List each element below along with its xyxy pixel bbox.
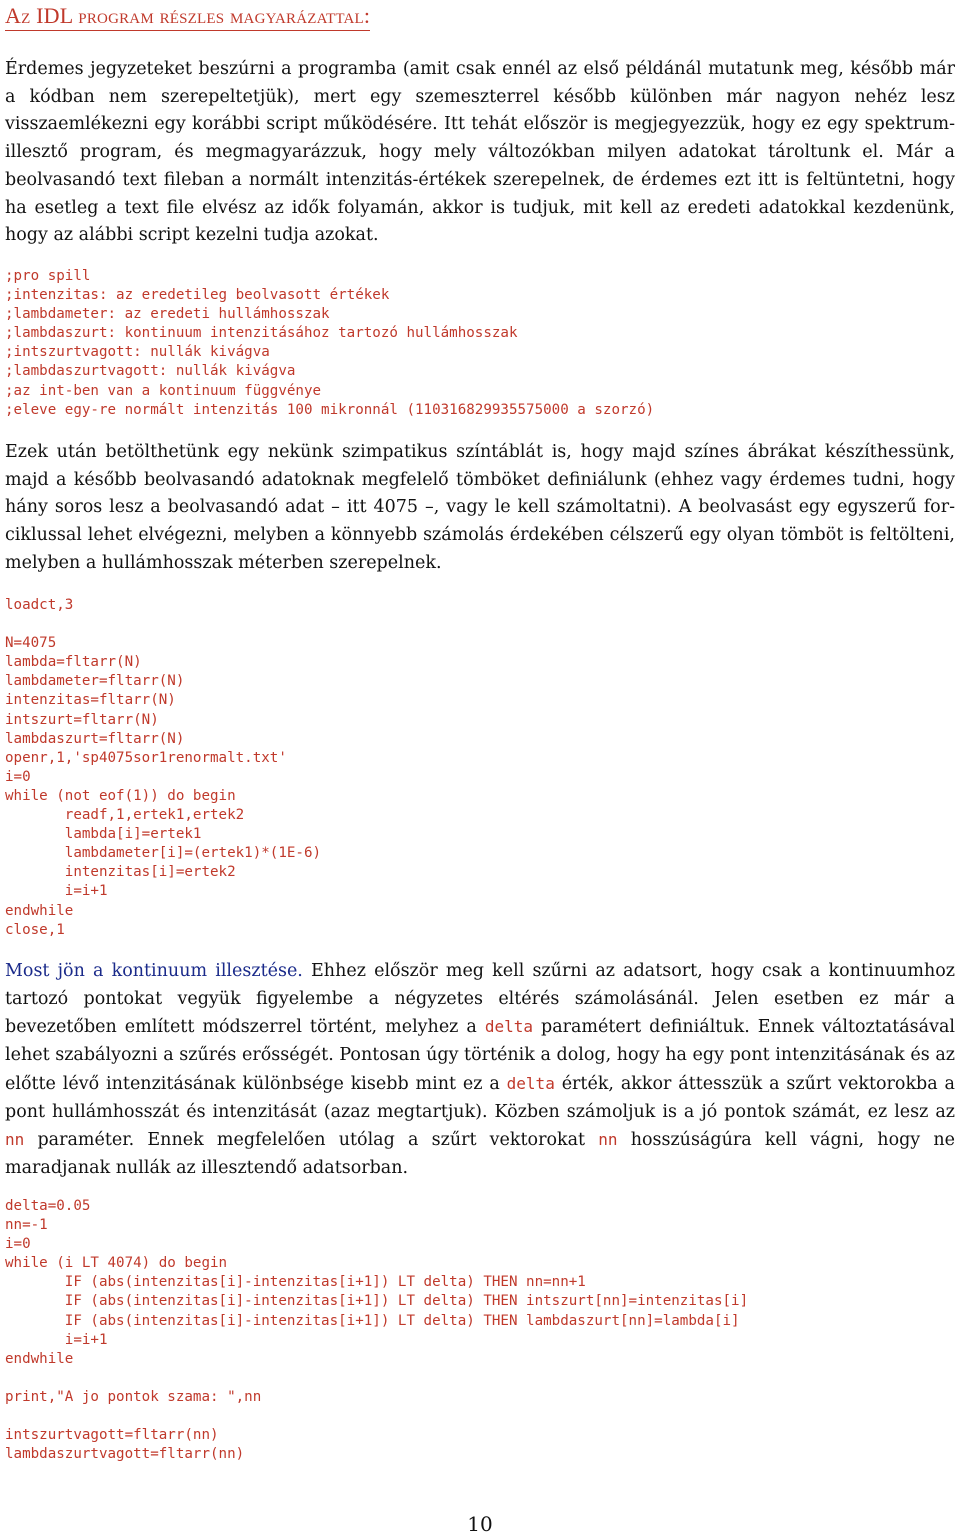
inline-code-nn: nn	[598, 1130, 618, 1150]
highlighted-sentence: Most jön a kontinuum illesztése.	[5, 961, 303, 981]
code-line: intszurtvagott=fltarr(nn)	[5, 1427, 219, 1444]
code-block-filter	[5, 1197, 748, 1464]
paragraph-text: Ehhez először meg kell szűrni az adatsort, hogy csak a kontinuumhoz tartozó pontokat vegyük figyelembe a négyzetes eltérés számolásánál. Jelen esetben ez már a bevezetőben említett módszerrel történt, melyhez a	[5, 961, 956, 1038]
code-line: lambdaszurt=fltarr(N)	[5, 730, 185, 747]
code-line: delta=0.05	[5, 1198, 91, 1214]
code-line	[5, 615, 321, 634]
code-line: endwhile	[5, 902, 74, 919]
code-block-comments	[5, 267, 654, 420]
paragraph-text: érték, akkor áttesszük a szűrt vektorokba a pont hullámhosszát és intenzitását (azaz megtartjuk). Közben számoljuk is a jó pontok számát, ez lesz az	[5, 1073, 955, 1122]
code-line: i=i+1	[5, 1331, 108, 1348]
code-line: lambdameter=fltarr(N)	[5, 673, 185, 690]
continuum-fit-paragraph	[5, 958, 955, 1183]
code-line: endwhile	[5, 1350, 74, 1367]
code-line	[5, 1407, 748, 1426]
code-line: i=0	[5, 1236, 31, 1253]
code-line: ;pro spill	[5, 268, 91, 284]
colortable-paragraph: Ezek után betölthetünk egy nekünk szimpatikus színtáblát is, hogy majd színes ábrákat készíthessünk, majd a később beolvasandó adatoknak megfelelő tömböket definiálunk (ehhez vagy érdemes tudni, hogy hány soros lesz a beolvasandó adat – itt 4075 –, vagy le kell számoltatni). A beolvasást egy egyszerű for-ciklussal lehet elvégezni, melyben a könnyebb számolás érdekében célszerű egy olyan tömböt is feltölteni, melyben a hullámhosszak méterben szerepelnek.	[5, 442, 955, 573]
code-line: ;lambdaszurtvagott: nullák kivágva	[5, 363, 296, 380]
inline-code-delta: delta	[506, 1073, 555, 1093]
code-line: lambda[i]=ertek1	[5, 826, 202, 843]
code-line: ;intszurtvagott: nullák kivágva	[5, 344, 270, 361]
code-line: openr,1,'sp4075sor1renormalt.txt'	[5, 749, 287, 766]
code-line: lambdameter[i]=(ertek1)*(1E-6)	[5, 845, 322, 862]
code-line: intenzitas=fltarr(N)	[5, 692, 176, 709]
code-line: while (i LT 4074) do begin	[5, 1255, 228, 1272]
code-line: ;lambdameter: az eredeti hullámhosszak	[5, 306, 330, 323]
code-line: lambdaszurtvagott=fltarr(nn)	[5, 1446, 245, 1463]
paragraph-text: paramétert definiáltuk. Ennek változtatásával lehet szabályozni a szűrés erősségét. Pontosan úgy történik a dolog, hogy ha egy pont intenzitásának és az előtte lévő intenzitásának különbsége kisebb mint ez a	[5, 1017, 955, 1094]
paragraph-text: paraméter. Ennek megfelelően utólag a szűrt vektorokat	[24, 1130, 599, 1151]
code-line: nn=-1	[5, 1217, 48, 1234]
page-number: 10	[467, 1512, 493, 1536]
code-line	[5, 1369, 748, 1388]
code-line: lambda=fltarr(N)	[5, 654, 142, 671]
code-line: while (not eof(1)) do begin	[5, 787, 236, 804]
code-line: ;eleve egy-re normált intenzitás 100 mikronnál (110316829935575000 a szorzó)	[5, 401, 655, 418]
code-line: N=4075	[5, 635, 57, 652]
intro-paragraph: Érdemes jegyzeteket beszúrni a programba (amit csak ennél az első példánál mutatunk meg, később már a kódban nem szerepeltetjük), mert egy szemeszterrel később különben már nagyon nehéz lesz visszaemlékezni egy korábbi script működésére. Itt tehát először is megjegyezzük, hogy ez egy spektrum-illesztő program, és megmagyarázzuk, hogy mely változókban milyen adatokat tároltunk el. Már a beolvasandó text fileban a normált intenzitás-értékek szerepelnek, de érdemes ezt itt is feltüntetni, hogy ha esetleg a text file elvész az idők folyamán, akkor is tudjuk, mit kell az eredeti adatokkal kezdenünk, hogy az alábbi script kezelni tudja azokat.	[5, 59, 955, 246]
code-line: ;lambdaszurt: kontinuum intenzitásához tartozó hullámhosszak	[5, 325, 518, 342]
paragraph-text: hosszúságúra kell vágni, hogy ne maradjanak nullák az illesztendő adatsorban.	[5, 1130, 955, 1178]
code-line: loadct,3	[5, 597, 74, 613]
code-line: intenzitas[i]=ertek2	[5, 864, 236, 881]
code-line: IF (abs(intenzitas[i]-intenzitas[i+1]) LT delta) THEN lambdaszurt[nn]=lambda[i]	[5, 1312, 740, 1329]
code-block-read-data	[5, 596, 321, 940]
code-line: close,1	[5, 921, 65, 938]
inline-code-nn: nn	[5, 1130, 25, 1150]
code-line: IF (abs(intenzitas[i]-intenzitas[i+1]) LT delta) THEN nn=nn+1	[5, 1274, 586, 1291]
code-line: i=i+1	[5, 883, 108, 900]
code-line: readf,1,ertek1,ertek2	[5, 807, 245, 824]
code-line: IF (abs(intenzitas[i]-intenzitas[i+1]) LT delta) THEN intszurt[nn]=intenzitas[i]	[5, 1293, 749, 1310]
inline-code-delta: delta	[484, 1017, 533, 1037]
code-line: i=0	[5, 768, 31, 785]
code-line: print,"A jo pontok szama: ",nn	[5, 1388, 262, 1405]
code-line: ;az int-ben van a kontinuum függvénye	[5, 382, 322, 399]
section-heading: Az IDL program részles magyarázattal:	[5, 3, 370, 31]
code-line: ;intenzitas: az eredetileg beolvasott értékek	[5, 287, 390, 304]
code-line: intszurt=fltarr(N)	[5, 711, 159, 728]
